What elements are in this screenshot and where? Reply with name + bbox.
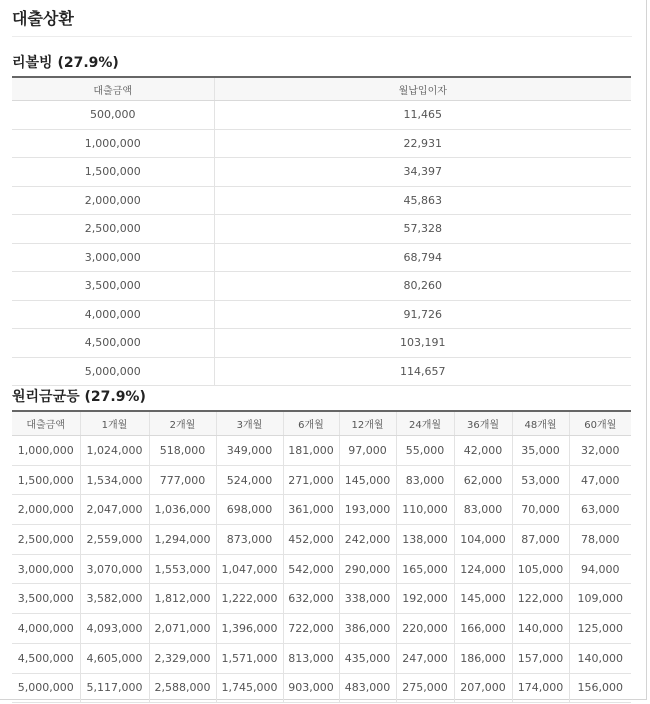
table-row <box>12 643 631 673</box>
monthly-interest-cell: 114,657 <box>214 357 631 386</box>
loan-amount-cell: 1,500,000 <box>12 465 80 495</box>
title-divider <box>12 36 632 37</box>
column-header: 대출금액 <box>12 77 214 101</box>
loan-amount-cell: 4,000,000 <box>12 300 214 329</box>
payment-cell: 386,000 <box>339 614 396 644</box>
table-row <box>12 495 631 525</box>
payment-cell: 1,745,000 <box>216 673 283 703</box>
payment-cell: 47,000 <box>569 465 631 495</box>
revolving-section-title: 리볼빙 (27.9%) <box>12 55 119 71</box>
loan-amount-cell: 3,500,000 <box>12 584 80 614</box>
payment-cell: 166,000 <box>454 614 512 644</box>
payment-cell: 207,000 <box>454 673 512 703</box>
payment-cell: 873,000 <box>216 525 283 555</box>
column-header: 12개월 <box>339 411 396 436</box>
payment-cell: 2,559,000 <box>80 525 149 555</box>
table-header-row <box>12 77 631 101</box>
table-row <box>12 243 631 272</box>
column-header: 36개월 <box>454 411 512 436</box>
table-row <box>12 357 631 386</box>
payment-cell: 242,000 <box>339 525 396 555</box>
payment-cell: 2,329,000 <box>149 643 216 673</box>
table-row <box>12 673 631 703</box>
monthly-interest-cell: 11,465 <box>214 101 631 130</box>
payment-cell: 361,000 <box>283 495 339 525</box>
column-header: 48개월 <box>512 411 569 436</box>
payment-cell: 165,000 <box>396 554 454 584</box>
payment-cell: 813,000 <box>283 643 339 673</box>
loan-amount-cell: 3,000,000 <box>12 243 214 272</box>
payment-cell: 290,000 <box>339 554 396 584</box>
payment-cell: 1,294,000 <box>149 525 216 555</box>
payment-cell: 1,534,000 <box>80 465 149 495</box>
payment-cell: 1,396,000 <box>216 614 283 644</box>
payment-cell: 94,000 <box>569 554 631 584</box>
payment-cell: 145,000 <box>339 465 396 495</box>
monthly-interest-cell: 45,863 <box>214 186 631 215</box>
payment-cell: 140,000 <box>569 643 631 673</box>
payment-cell: 483,000 <box>339 673 396 703</box>
payment-cell: 140,000 <box>512 614 569 644</box>
payment-cell: 275,000 <box>396 673 454 703</box>
loan-amount-cell: 2,500,000 <box>12 215 214 244</box>
column-header: 60개월 <box>569 411 631 436</box>
payment-cell: 104,000 <box>454 525 512 555</box>
payment-cell: 83,000 <box>396 465 454 495</box>
installment-table <box>12 410 631 703</box>
column-header: 6개월 <box>283 411 339 436</box>
monthly-interest-cell: 103,191 <box>214 329 631 358</box>
payment-cell: 903,000 <box>283 673 339 703</box>
loan-amount-cell: 4,500,000 <box>12 329 214 358</box>
payment-cell: 53,000 <box>512 465 569 495</box>
payment-cell: 2,047,000 <box>80 495 149 525</box>
loan-amount-cell: 5,000,000 <box>12 673 80 703</box>
table-row <box>12 436 631 466</box>
payment-cell: 4,093,000 <box>80 614 149 644</box>
loan-amount-cell: 1,000,000 <box>12 436 80 466</box>
payment-cell: 110,000 <box>396 495 454 525</box>
payment-cell: 1,812,000 <box>149 584 216 614</box>
payment-cell: 542,000 <box>283 554 339 584</box>
table-row <box>12 300 631 329</box>
payment-cell: 452,000 <box>283 525 339 555</box>
table-row <box>12 186 631 215</box>
payment-cell: 87,000 <box>512 525 569 555</box>
payment-cell: 435,000 <box>339 643 396 673</box>
payment-cell: 518,000 <box>149 436 216 466</box>
installment-section-title: 원리금균등 (27.9%) <box>12 389 146 405</box>
loan-amount-cell: 1,000,000 <box>12 129 214 158</box>
payment-cell: 192,000 <box>396 584 454 614</box>
payment-cell: 124,000 <box>454 554 512 584</box>
payment-cell: 3,070,000 <box>80 554 149 584</box>
loan-amount-cell: 5,000,000 <box>12 357 214 386</box>
payment-cell: 524,000 <box>216 465 283 495</box>
payment-cell: 122,000 <box>512 584 569 614</box>
payment-cell: 1,036,000 <box>149 495 216 525</box>
monthly-interest-cell: 91,726 <box>214 300 631 329</box>
payment-cell: 271,000 <box>283 465 339 495</box>
payment-cell: 1,553,000 <box>149 554 216 584</box>
payment-cell: 35,000 <box>512 436 569 466</box>
payment-cell: 1,571,000 <box>216 643 283 673</box>
table-row <box>12 215 631 244</box>
payment-cell: 83,000 <box>454 495 512 525</box>
payment-cell: 63,000 <box>569 495 631 525</box>
table-row <box>12 129 631 158</box>
payment-cell: 632,000 <box>283 584 339 614</box>
monthly-interest-cell: 22,931 <box>214 129 631 158</box>
payment-cell: 32,000 <box>569 436 631 466</box>
payment-cell: 145,000 <box>454 584 512 614</box>
column-header: 1개월 <box>80 411 149 436</box>
loan-amount-cell: 2,000,000 <box>12 186 214 215</box>
payment-cell: 2,588,000 <box>149 673 216 703</box>
payment-cell: 247,000 <box>396 643 454 673</box>
payment-cell: 125,000 <box>569 614 631 644</box>
payment-cell: 5,117,000 <box>80 673 149 703</box>
payment-cell: 109,000 <box>569 584 631 614</box>
payment-cell: 1,024,000 <box>80 436 149 466</box>
loan-amount-cell: 3,000,000 <box>12 554 80 584</box>
page-title: 대출상환 <box>12 9 74 28</box>
payment-cell: 338,000 <box>339 584 396 614</box>
loan-amount-cell: 2,500,000 <box>12 525 80 555</box>
table-header-row <box>12 411 631 436</box>
loan-amount-cell: 500,000 <box>12 101 214 130</box>
column-header: 월납입이자 <box>214 77 631 101</box>
column-header: 대출금액 <box>12 411 80 436</box>
revolving-table <box>12 76 631 386</box>
table-row <box>12 614 631 644</box>
table-row <box>12 465 631 495</box>
loan-amount-cell: 4,000,000 <box>12 614 80 644</box>
table-row <box>12 554 631 584</box>
payment-cell: 3,582,000 <box>80 584 149 614</box>
payment-cell: 2,071,000 <box>149 614 216 644</box>
payment-cell: 156,000 <box>569 673 631 703</box>
monthly-interest-cell: 80,260 <box>214 272 631 301</box>
monthly-interest-cell: 57,328 <box>214 215 631 244</box>
monthly-interest-cell: 34,397 <box>214 158 631 187</box>
table-row <box>12 584 631 614</box>
payment-cell: 220,000 <box>396 614 454 644</box>
payment-cell: 1,222,000 <box>216 584 283 614</box>
payment-cell: 105,000 <box>512 554 569 584</box>
payment-cell: 193,000 <box>339 495 396 525</box>
payment-cell: 97,000 <box>339 436 396 466</box>
payment-cell: 42,000 <box>454 436 512 466</box>
payment-cell: 722,000 <box>283 614 339 644</box>
table-row <box>12 101 631 130</box>
payment-cell: 157,000 <box>512 643 569 673</box>
payment-cell: 62,000 <box>454 465 512 495</box>
column-header: 3개월 <box>216 411 283 436</box>
loan-amount-cell: 3,500,000 <box>12 272 214 301</box>
loan-amount-cell: 4,500,000 <box>12 643 80 673</box>
payment-cell: 78,000 <box>569 525 631 555</box>
payment-cell: 186,000 <box>454 643 512 673</box>
column-header: 2개월 <box>149 411 216 436</box>
payment-cell: 70,000 <box>512 495 569 525</box>
monthly-interest-cell: 68,794 <box>214 243 631 272</box>
payment-cell: 698,000 <box>216 495 283 525</box>
payment-cell: 138,000 <box>396 525 454 555</box>
payment-cell: 181,000 <box>283 436 339 466</box>
payment-cell: 349,000 <box>216 436 283 466</box>
payment-cell: 777,000 <box>149 465 216 495</box>
column-header: 24개월 <box>396 411 454 436</box>
loan-amount-cell: 2,000,000 <box>12 495 80 525</box>
loan-amount-cell: 1,500,000 <box>12 158 214 187</box>
table-row <box>12 158 631 187</box>
table-row <box>12 272 631 301</box>
payment-cell: 55,000 <box>396 436 454 466</box>
table-row <box>12 329 631 358</box>
table-row <box>12 525 631 555</box>
payment-cell: 4,605,000 <box>80 643 149 673</box>
payment-cell: 174,000 <box>512 673 569 703</box>
payment-cell: 1,047,000 <box>216 554 283 584</box>
